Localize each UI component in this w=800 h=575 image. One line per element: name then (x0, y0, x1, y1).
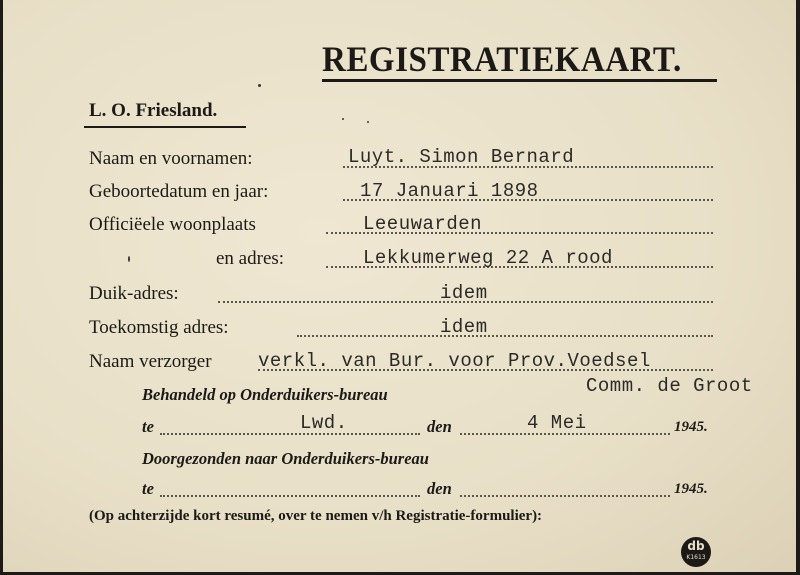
future-address-value: idem (440, 316, 488, 338)
stamp-line2: K1613 (686, 554, 706, 561)
handled-heading: Behandeld op Onderduikers-bureau (142, 385, 388, 404)
handled-den-value: 4 Mei (527, 412, 587, 434)
handled-te-value: Lwd. (300, 412, 348, 434)
handled-year: 1945. (674, 419, 708, 435)
handled-te-dotted-line (160, 433, 420, 435)
forwarded-heading: Doorgezonden naar Onderduikers-bureau (142, 449, 429, 468)
title-underline (322, 79, 717, 82)
organisation-name: L. O. Friesland. (89, 100, 218, 121)
forwarded-te-label: te (142, 479, 154, 498)
archive-stamp (681, 537, 711, 567)
caretaker-value-line2: Comm. de Groot (586, 375, 753, 397)
caretaker-label: Naam verzorger (89, 351, 212, 372)
paper-speck (342, 118, 344, 120)
future-address-dotted-line (297, 335, 713, 337)
hiding-address-label: Duik-adres: (89, 283, 179, 304)
card-edge-right (796, 0, 800, 575)
paper-speck (258, 84, 261, 87)
forwarded-den-label: den (427, 479, 452, 498)
handled-te-label: te (142, 417, 154, 436)
residence-label: Officiëele woonplaats (89, 214, 256, 235)
residence-value: Leeuwarden (363, 213, 483, 235)
forwarded-den-dotted-line (460, 495, 670, 497)
paper-speck (128, 256, 130, 262)
address-value: Lekkumerweg 22 A rood (363, 247, 613, 269)
forwarded-year: 1945. (674, 481, 708, 497)
card-title: REGISTRATIEKAART. (322, 39, 682, 79)
address-label: en adres: (216, 248, 285, 269)
future-address-label: Toekomstig adres: (89, 317, 229, 338)
name-label: Naam en voornamen: (89, 148, 253, 169)
handled-den-label: den (427, 417, 452, 436)
caretaker-value-line1: verkl. van Bur. voor Prov.Voedsel (258, 350, 651, 372)
organisation-underline (84, 126, 246, 128)
stamp-line1: db (687, 539, 705, 553)
card-edge-left (0, 0, 3, 575)
birthdate-label: Geboortedatum en jaar: (89, 181, 269, 202)
forwarded-te-dotted-line (160, 495, 420, 497)
name-value: Luyt. Simon Bernard (348, 146, 575, 168)
hiding-address-value: idem (440, 282, 488, 304)
paper-speck (367, 121, 369, 123)
birthdate-value: 17 Januari 1898 (360, 180, 539, 202)
footer-note: (Op achterzijde kort resumé, over te nemen v/h Registratie-formulier): (89, 508, 543, 524)
